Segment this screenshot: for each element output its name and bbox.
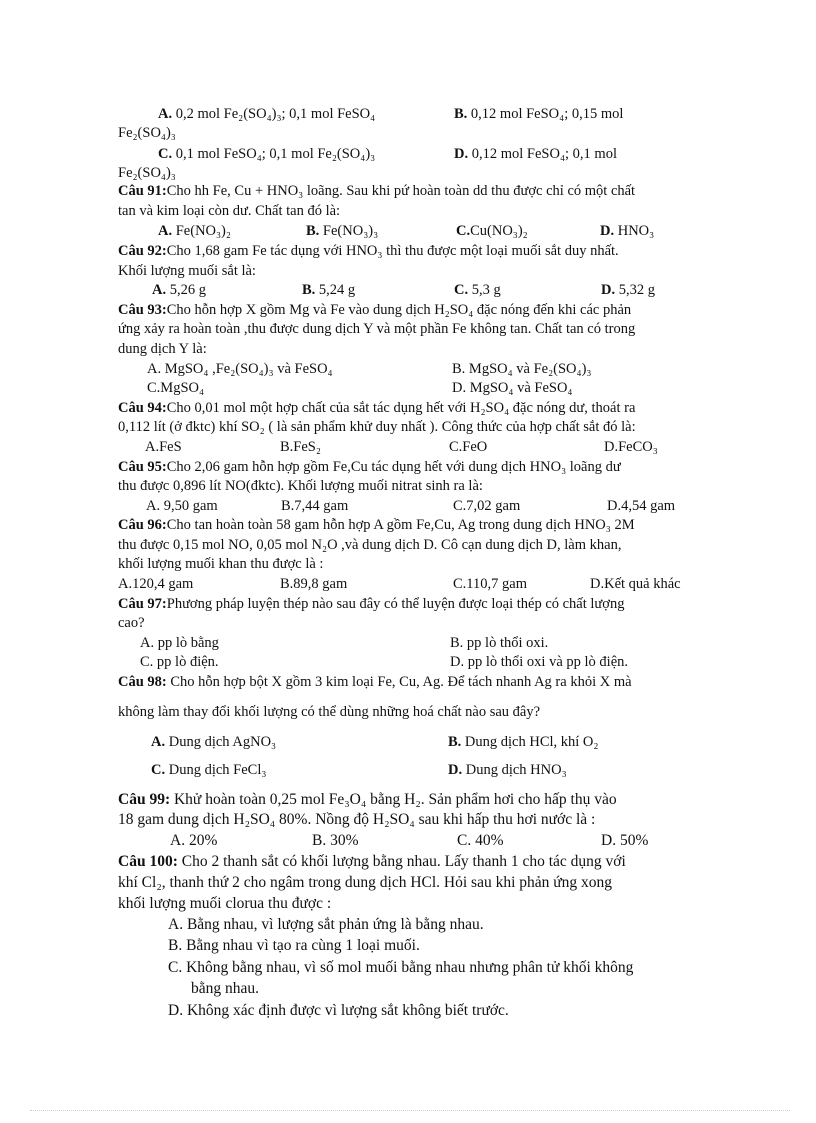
option-c: C. 5,3 g [454,282,501,298]
text-line: bằng nhau. [191,980,260,997]
option-c: C.110,7 gam [453,576,527,592]
option-d: D.4,54 gam [607,498,676,514]
option-d: D. Dung dịch HNO₃ [448,762,567,778]
page-divider [30,1110,790,1111]
text-line: cao? [118,615,145,631]
option-a: A. 0,2 mol Fe₂(SO₄)₃; 0,1 mol FeSO₄ [158,106,376,122]
option-c: C. 40% [457,832,504,849]
text-line: 18 gam dung dịch H₂SO₄ 80%. Nồng độ H₂SO₄ sau khi hấp thu hơi nước là : [118,811,596,828]
text-line: Khối lượng muối sắt là: [118,263,256,279]
option-c: C.FeO [449,439,488,455]
option-a: A. 5,26 g [152,282,206,298]
option-d: D.FeCO₃ [604,439,658,455]
option-b: B.7,44 gam [281,498,349,514]
text-line: dung dịch Y là: [118,341,207,357]
text-line: khí Cl₂, thanh thứ 2 cho ngâm trong dung dịch HCl. Hỏi sau khi phản ứng xong [118,874,613,891]
option-b: B. MgSO₄ và Fe₂(SO₄)₃ [452,361,592,377]
option-d: D. 50% [601,832,649,849]
option-c: C.7,02 gam [453,498,521,514]
option-c: C.MgSO₄ [147,380,205,396]
text-line: thu được 0,896 lít NO(đktc). Khối lượng muối nitrat sinh ra là: [118,478,483,494]
option-a: A. Bằng nhau, vì lượng sắt phản ứng là bằng nhau. [168,916,484,933]
option-b: B. Fe(NO₃)₃ [306,223,379,239]
text-line: khối lượng muối khan thu được là : [118,556,324,572]
question-96: Câu 96:Cho tan hoàn toàn 58 gam hỗn hợp A gồm Fe,Cu, Ag trong dung dịch HNO₃ 2M [118,517,635,533]
option-b: B. 0,12 mol FeSO₄; 0,15 mol [454,106,624,122]
option-b: B. pp lò thổi oxi. [450,635,549,651]
option-a: A. Dung dịch AgNO₃ [151,734,277,750]
option-a: A. pp lò bằng [140,635,219,651]
text-line: Fe₂(SO₄)₃ [118,125,176,141]
question-91: Câu 91:Cho hh Fe, Cu + HNO₃ loãng. Sau khi pứ hoàn toàn dd thu được chỉ có một chất [118,183,636,199]
text-line: ứng xảy ra hoàn toàn ,thu được dung dịch Y và một phần Fe không tan. Chất tan có trong [118,321,636,337]
option-a: A. 20% [170,832,218,849]
text-line: thu được 0,15 mol NO, 0,05 mol N₂O ,và dung dịch D. Cô cạn dung dịch D, làm khan, [118,537,622,553]
option-a: A.120,4 gam [118,576,194,592]
option-d: D. Không xác định được vì lượng sắt không biết trước. [168,1002,509,1019]
option-c: C. 0,1 mol FeSO₄; 0,1 mol Fe₂(SO₄)₃ [158,146,376,162]
question-98: Câu 98: Cho hỗn hợp bột X gồm 3 kim loại Fe, Cu, Ag. Để tách nhanh Ag ra khỏi X mà [118,674,632,690]
option-b: B.FeS₂ [280,439,321,455]
question-95: Câu 95:Cho 2,06 gam hỗn hợp gồm Fe,Cu tác dụng hết với dung dịch HNO₃ loãng dư [118,459,621,475]
option-c: C. pp lò điện. [140,654,219,670]
option-c: C. Không bằng nhau, vì số mol muối bằng nhau nhưng phân tử khối không [168,959,634,976]
question-94: Câu 94:Cho 0,01 mol một hợp chất của sắt tác dụng hết với H₂SO₄ đặc nóng dư, thoát ra [118,400,636,416]
option-c: C. Dung dịch FeCl₃ [151,762,267,778]
option-b: B. 30% [312,832,359,849]
option-d: D. HNO₃ [600,223,655,239]
text-line: khối lượng muối clorua thu được : [118,895,332,912]
option-a: A. Fe(NO₃)₂ [158,223,231,239]
text-line: 0,112 lít (ở đktc) khí SO₂ ( là sản phẩm khử duy nhất ). Công thức của hợp chất sắt đó là: [118,419,636,435]
question-93: Câu 93:Cho hỗn hợp X gồm Mg và Fe vào dung dịch H₂SO₄ đặc nóng đến khi các phản [118,302,632,318]
question-100: Câu 100: Cho 2 thanh sắt có khối lượng bằng nhau. Lấy thanh 1 cho tác dụng với [118,853,626,870]
option-d: D.Kết quả khác [590,576,681,592]
option-b: B. Dung dịch HCl, khí O₂ [448,734,599,750]
option-b: B.89,8 gam [280,576,348,592]
option-a: A. 9,50 gam [146,498,218,514]
option-c: C.Cu(NO₃)₂ [456,223,528,239]
question-92: Câu 92:Cho 1,68 gam Fe tác dụng với HNO₃ thì thu được một loại muối sắt duy nhất. [118,243,619,259]
text-line: Fe₂(SO₄)₃ [118,165,176,181]
option-d: D. 0,12 mol FeSO₄; 0,1 mol [454,146,617,162]
option-a: A. MgSO₄ ,Fe₂(SO₄)₃ và FeSO₄ [147,361,333,377]
question-99: Câu 99: Khử hoàn toàn 0,25 mol Fe₃O₄ bằng H₂. Sản phẩm hơi cho hấp thụ vào [118,791,617,808]
text-line: tan và kim loại còn dư. Chất tan đó là: [118,203,341,219]
option-a: A.FeS [145,439,182,455]
option-d: D. pp lò thổi oxi và pp lò điện. [450,654,629,670]
option-d: D. MgSO₄ và FeSO₄ [452,380,573,396]
option-d: D. 5,32 g [601,282,655,298]
option-b: B. Bằng nhau vì tạo ra cùng 1 loại muối. [168,937,420,954]
option-b: B. 5,24 g [302,282,356,298]
question-97: Câu 97:Phương pháp luyện thép nào sau đây có thể luyện được loại thép có chất lượng [118,596,625,612]
text-line: không làm thay đổi khối lượng có thể dùng những hoá chất nào sau đây? [118,704,541,720]
